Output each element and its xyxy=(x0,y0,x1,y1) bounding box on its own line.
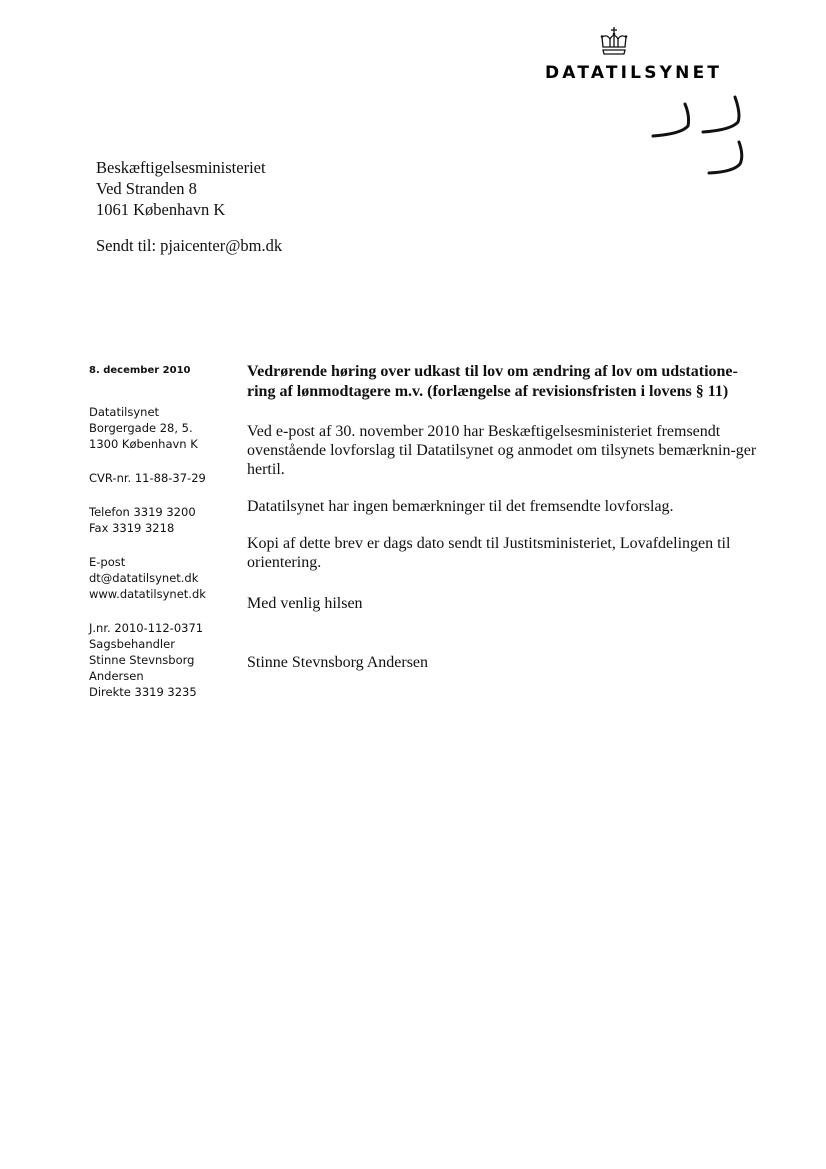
phone-block xyxy=(89,504,239,536)
sender-sidebar xyxy=(89,364,239,714)
subject-line-1: Vedrørende høring over udkast til lov om ændring af lov om udstatione- xyxy=(247,363,738,380)
recipient-city: 1061 København K xyxy=(96,200,226,219)
sender-street: Borgergade 28, 5. xyxy=(89,421,193,435)
direct-phone: Direkte 3319 3235 xyxy=(89,685,197,699)
cvr-block xyxy=(89,470,239,486)
recipient-street: Ved Stranden 8 xyxy=(96,179,197,198)
closing-greeting: Med venlig hilsen xyxy=(247,595,363,612)
letter-date: 8. december 2010 xyxy=(89,365,191,376)
paragraph-1: Ved e-post af 30. november 2010 har Beskæftigelsesministeriet fremsendt ovenstående lovforslag til Datatilsynet og anmodet om tilsynets bemærknin-ger hertil. xyxy=(247,423,757,478)
brand-wordmark: DATATILSYNET xyxy=(545,63,723,83)
paragraph-3: Kopi af dette brev er dags dato sendt til Justitsministeriet, Lovafdelingen til orientering. xyxy=(247,535,731,571)
sent-to-line: Sendt til: pjaicenter@bm.dk xyxy=(96,236,283,255)
cvr-number: CVR-nr. 11-88-37-29 xyxy=(89,471,206,485)
email-address[interactable]: dt@datatilsynet.dk xyxy=(89,571,199,585)
contact-block xyxy=(89,554,239,602)
signature-name: Stinne Stevnsborg Andersen xyxy=(247,654,429,671)
sender-address xyxy=(89,404,239,452)
subject-line-2: ring af lønmodtagere m.v. (forlængelse af revisionsfristen i lovens § 11) xyxy=(247,383,729,400)
phone-number: Telefon 3319 3200 xyxy=(89,505,196,519)
handler-name-last: Andersen xyxy=(89,669,144,683)
handler-label: Sagsbehandler xyxy=(89,637,175,651)
crown-icon xyxy=(598,26,630,56)
paragraph-2: Datatilsynet har ingen bemærkninger til det fremsendte lovforslag. xyxy=(247,498,674,515)
journal-number: J.nr. 2010-112-0371 xyxy=(89,621,204,635)
handler-name-first: Stinne Stevnsborg xyxy=(89,653,195,667)
fax-number: Fax 3319 3218 xyxy=(89,521,175,535)
email-label: E-post xyxy=(89,555,126,569)
recipient-name: Beskæftigelsesministeriet xyxy=(96,158,266,177)
letter-subject xyxy=(247,362,767,402)
sender-name: Datatilsynet xyxy=(89,405,160,419)
website-link[interactable]: www.datatilsynet.dk xyxy=(89,587,206,601)
recipient-address xyxy=(96,157,266,220)
case-block xyxy=(89,620,239,700)
letter-body xyxy=(247,362,767,672)
sender-city: 1300 København K xyxy=(89,437,198,451)
handwritten-marks-icon xyxy=(645,94,755,176)
